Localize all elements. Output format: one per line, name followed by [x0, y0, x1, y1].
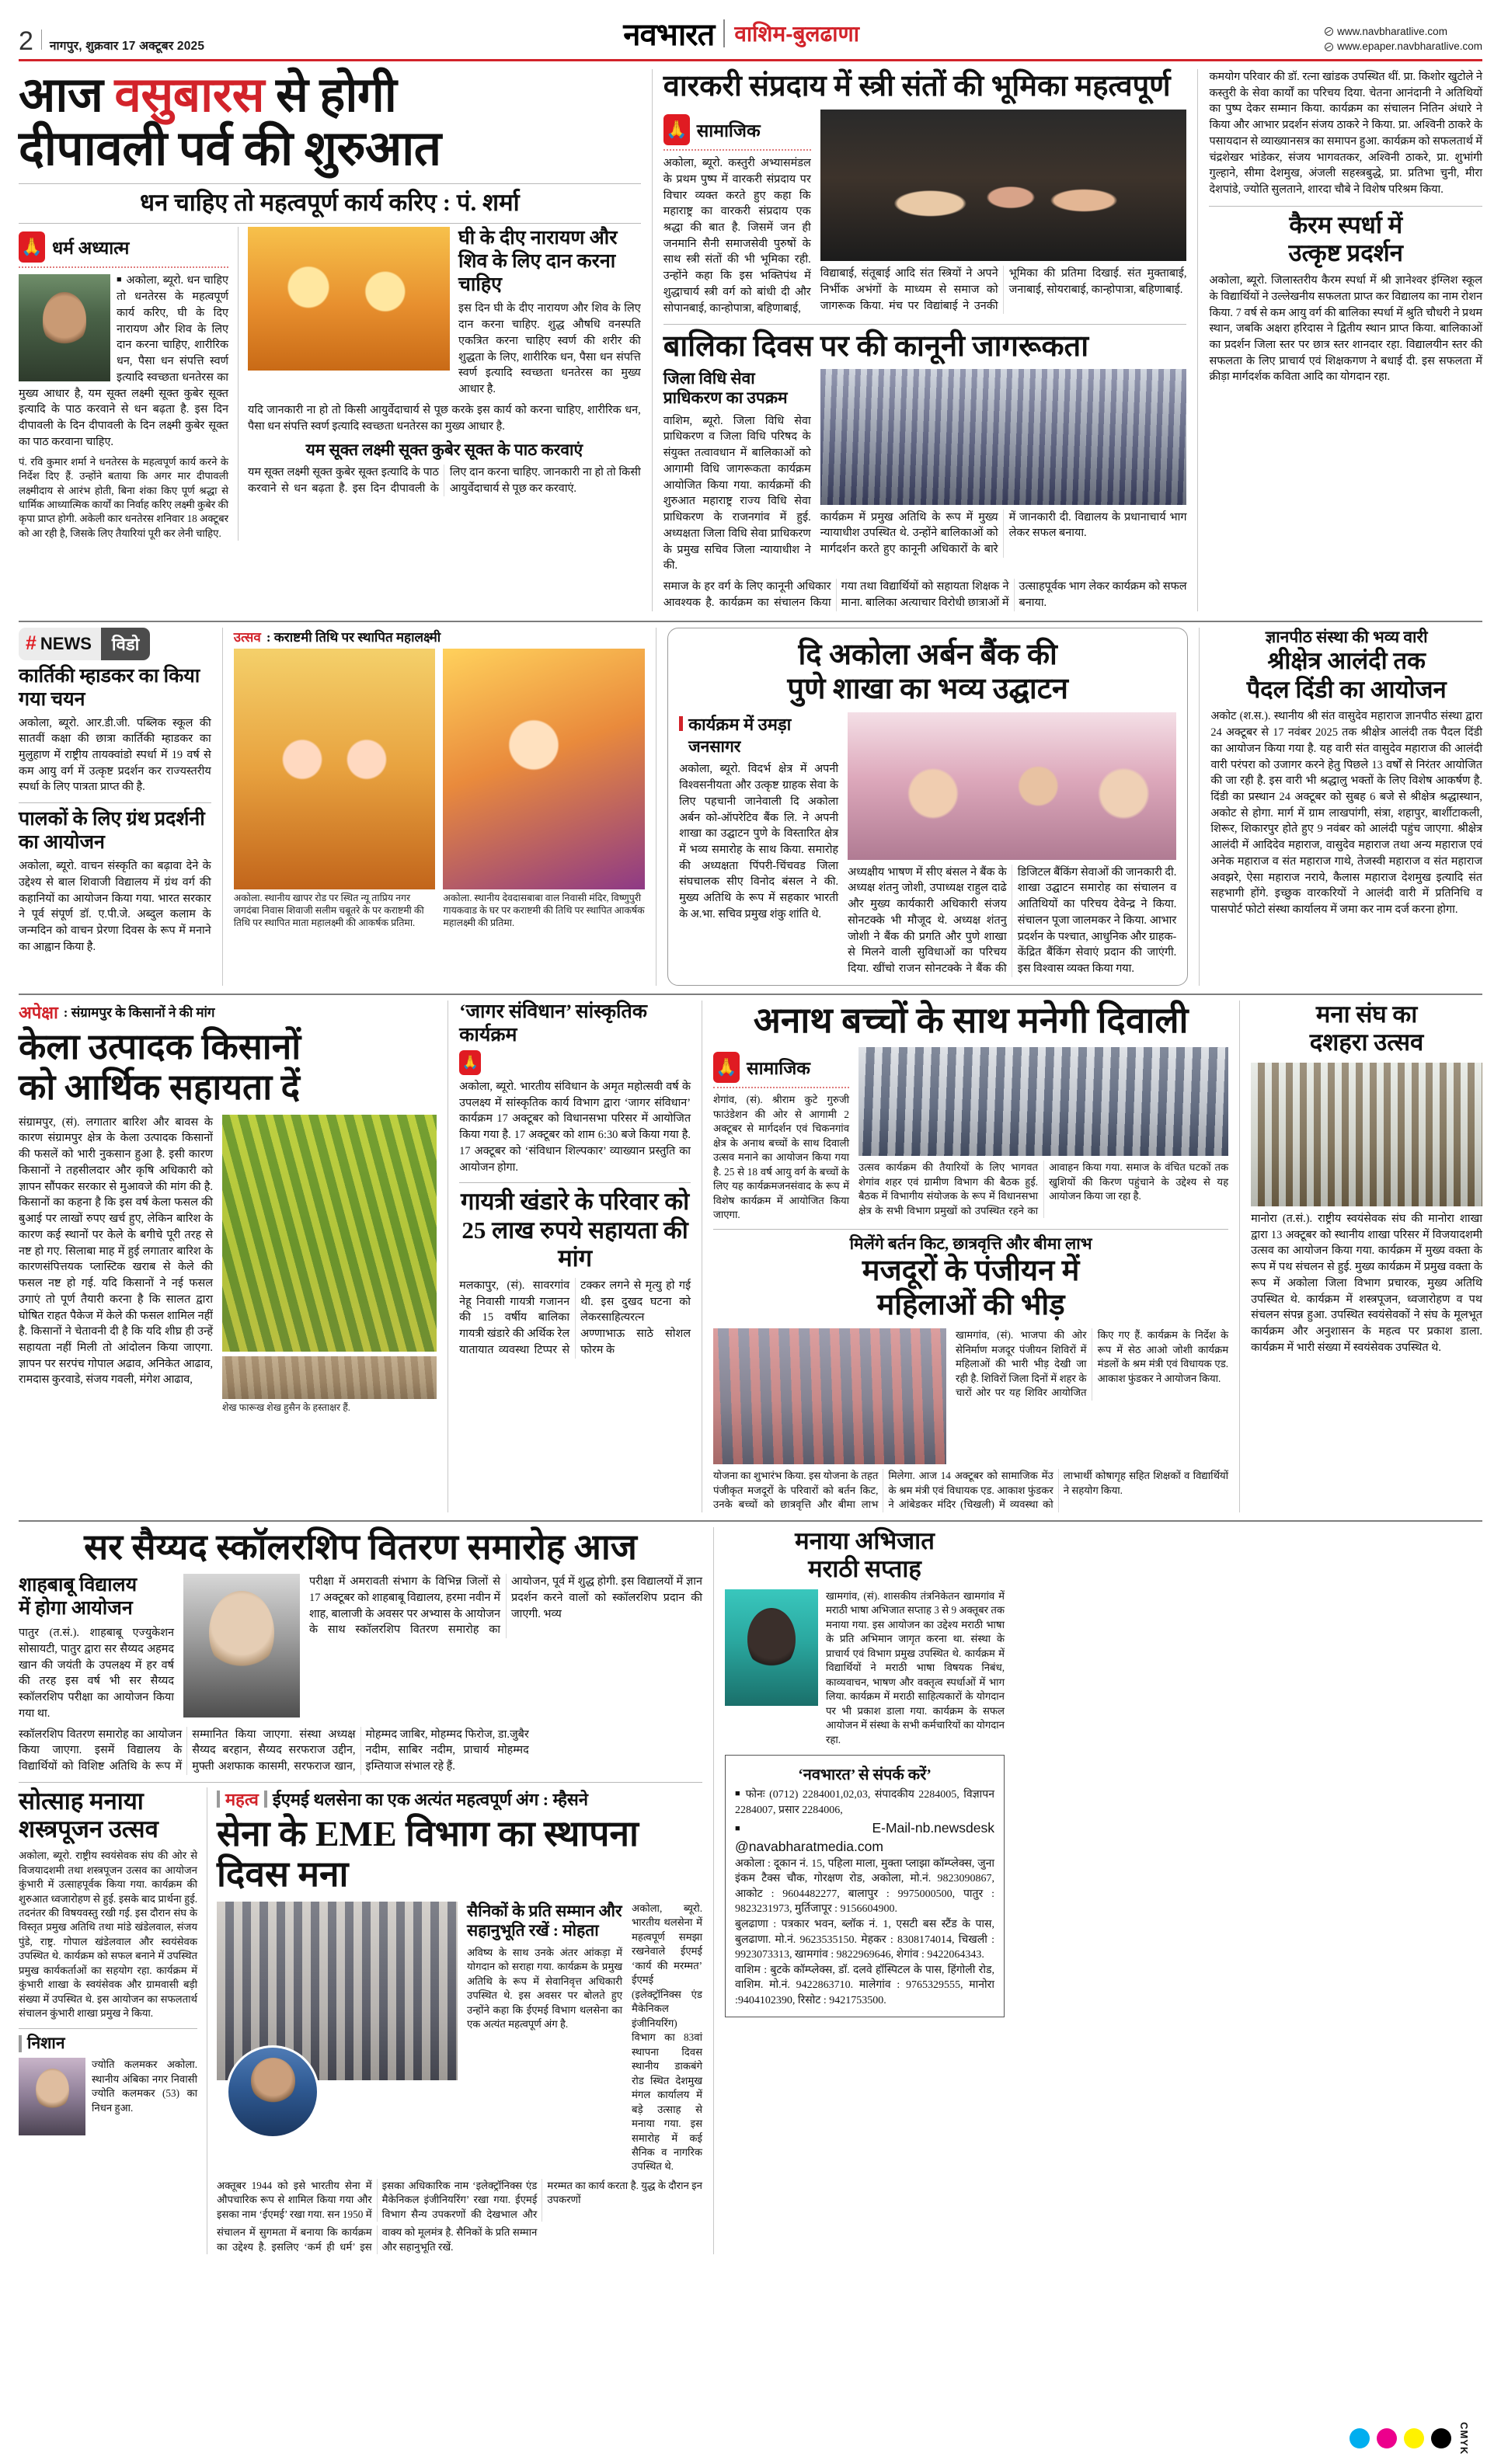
contact-email-domain: @navabharatmedia.com: [735, 1839, 883, 1855]
lead-left-sub: [19, 227, 228, 541]
eme-row: [217, 1902, 702, 2174]
mahalaxmi-photo-1: [234, 649, 436, 889]
section-badge-jagar: [459, 1050, 691, 1075]
eme-body-2: अविष्य के साथ उनके अंतर आंकड़ा में योगदान को सराहा गया. कार्यक्रम के प्रमुख अतिथि के रूप में सेवानिवृत्त अधिकारी उपस्थित थे. इस अवसर पर बोलते हुए उन्होंने कहा कि ईएमई विभाग थलसेना का एक अत्यंत महत्वपूर्ण अंग है.: [467, 1946, 622, 2031]
eme-inset-portrait: [226, 2045, 319, 2139]
warkari-body-2: विद्याबाई, संतूबाई आदि संत स्त्रियों ने अपने निर्भीक अभंगों के माध्यम से समाज को जागरूक किया. मंच पर विद्यांबाई ने उनकी भूमिका की प्रतिमा दिखाई. संत मुक्ताबाई, जनाबाई, सोयराबाई, कान्होपात्रा, बहिणाबाई.: [820, 267, 1187, 312]
grey-bar-icon: [19, 2035, 22, 2052]
urbanbank-headline-2: पुणे शाखा का भव्य उद्घाटन: [787, 672, 1069, 705]
brand-separator: [723, 19, 725, 47]
warkari-column: [663, 69, 1187, 611]
contact-title: ‘नवभारत’ से संपर्क करें’: [798, 1766, 932, 1784]
carrom-headline-2: उत्कृष्ट प्रदर्शन: [1288, 239, 1403, 267]
major-separator-1: [652, 69, 653, 611]
dasara-headline-2: दशहरा उत्सव: [1309, 1028, 1424, 1056]
masthead-red-rule: [19, 59, 1482, 61]
banana-farm-photo: [222, 1115, 437, 1352]
utsav-photo-block-1: [234, 649, 436, 930]
masthead-brand-block: [623, 12, 859, 54]
masthead-place-date: नागपुर, शुक्रवार 17 अक्टूबर 2025: [49, 40, 205, 53]
lead-img-headline: घी के दीए नारायण और शिव के लिए दान करना चाहिए: [458, 228, 618, 296]
palako-headline: पालकों के लिए ग्रंथ प्रदर्शनी का आयोजन: [19, 809, 205, 854]
lead-image-row: [248, 227, 641, 397]
abhijat-headline-1: मनाया अभिजात: [795, 1526, 935, 1554]
contact-box: [725, 1755, 1005, 2017]
balika-divider: [663, 324, 1187, 325]
urban-bank-box: [667, 628, 1188, 986]
grey-bar-icon: [217, 1791, 220, 1808]
mhadkar-body: अकोला, ब्यूरो. आर.डी.जी. पब्लिक स्कूल की सातवीं कक्षा की छात्रा कार्तिकी म्हाडकर का मुलुहाण में राष्ट्रीय तायक्वांडो स्पर्धा में 19 वर्ष से कम आयु वर्ग में उत्कृष्ट प्रदर्शन कर राज्यस्तरीय स्पर्धा के लिए पात्रता प्राप्त की है.: [19, 716, 211, 794]
lead-content-row: [19, 227, 641, 541]
balika-crowd-photo: [820, 369, 1187, 505]
band-four: [14, 1527, 1487, 2255]
eme-body-4: संचालन में सुगमता में बनाया कि कार्यक्रम का उद्देश्य है. इसलिए ‘कर्म ही धर्म’ इस वाक्य को मूलमंत्र है. सैनिकों के प्रति सम्मान और सहानुभूति रखें.: [217, 2226, 538, 2253]
urban-bank-column: [667, 628, 1188, 986]
shastra-eme-row: [19, 1787, 702, 2255]
grey-bar-icon: [264, 1791, 267, 1808]
urbanbank-headline-1: दि अकोला अर्बन बैंक की: [798, 638, 1057, 671]
contact-washim: वाशिम : बुटके कॉम्प्लेक्स, डॉ. दलवे हॉस्पिटल के पास, हिंगोली रोड, वाशिम. मो.नं. 9422863710. मालेगांव : 9765329555, मानोरा :9404102390, रिसोट : 9421753500.: [735, 1964, 994, 2007]
globe-icon: [1325, 27, 1333, 36]
pandit-photo: [19, 274, 110, 381]
news-video-column: [19, 628, 211, 986]
news-badge-left: [19, 628, 101, 660]
namaste-icon: 🙏: [663, 114, 690, 145]
anath-body-1: शेगांव, (सं). श्रीराम कुटे गुरुजी फाउंडेशन की ओर से आगामी 2 अक्टूबर से मार्गदर्शन एवं चिकनगांव क्षेत्र के अनाथ बच्चों के साथ दिवाली उत्सव मनाने का आयोजन किया गया है. 25 से 18 वर्ष आयु वर्ग के बच्चों के लिए यह कार्यक्रमजनसंवाद के रूप में विशेष कार्यक्रम में आयोजित किया जाएगा.: [713, 1094, 850, 1221]
warkari-row: [663, 110, 1187, 316]
eme-body-1: अकोला, ब्यूरो. भारतीय थलसेना में महत्वपूर्ण समझा रखनेवाले ईएमई ‘कार्य की मरम्मत’ ईएमई (इलेक्ट्रॉनिक्स एंड मैकेनिकल इंजीनियरिंग) विभाग का 83वां स्थापना दिवस स्थानीय डाकबंगे रोड स्थित देशमुख मंगल कार्यालय में बड़े उत्साह से मनाया गया. इस समारोह में कई सैनिक व नागरिक उपस्थित थे.: [632, 1902, 702, 2173]
utsav-kicker: [234, 628, 645, 646]
signature-photo: [222, 1356, 437, 1399]
urbanbank-body-1: अकोला, ब्यूरो. विदर्भ क्षेत्र में अपनी विश्वसनीयता और उत्कृष्ट ग्राहक सेवा के लिए पहचानी जानेवाली दि अकोला अर्बन को-ऑपरेटिव बैंक लि. ने अपनी शाखा का उद्घाटन पुणे के विस्तारित क्षेत्र में भव्य समारोह के साथ किया. समारोह की अध्यक्षता पिंपरी-चिंचवड जिला संघचालक सीए विनोद बंसल ने की. मुख्य अतिथि के रूप में सहकार भारती के अ.भा. सचिव प्रमुख शंकु शांति थे.: [679, 763, 839, 921]
lead-subhead: धन चाहिए तो महत्वपूर्ण कार्य करिए : पं. शर्मा: [140, 188, 520, 216]
sirsayyed-body-2: परीक्षा में अमरावती संभाग के विभिन्न जिलों से 17 अक्टूबर को शाहबाबू विद्यालय, हरमा नवीन में शाह, बालाजी के अवसर पर अभ्यास के आयोजन के साथ स्कॉलरशिप वितरण समारोह का आयोजन, पूर्व में शुद्ध होगी. इस विद्यालयों में ज्ञान प्रदर्शन करने वालों को स्कॉलरशिप प्रदान की जाएगी. भव्य: [309, 1575, 702, 1637]
red-bar-icon: [679, 716, 683, 731]
eme-headline: सेना के EME विभाग का स्थापना दिवस मना: [217, 1813, 639, 1895]
band-top: [14, 69, 1487, 611]
jagar-column: [459, 1001, 691, 1512]
hash-icon: #: [26, 632, 37, 655]
shastra-headline-2: शस्त्रपूजन उत्सव: [19, 1815, 158, 1843]
shastra-divider: [19, 1782, 702, 1783]
warkari-right: [820, 110, 1187, 316]
band2-sep-3: [1199, 628, 1200, 986]
page-number: 2: [19, 26, 33, 56]
band-two: [14, 628, 1487, 986]
section-badge-dharm: [19, 231, 228, 263]
balika-right: [820, 369, 1187, 575]
lead-image-text: [458, 227, 641, 397]
cmyk-registration: [1350, 2422, 1470, 2455]
news-video-badge[interactable]: [19, 628, 150, 660]
dindi-kicker: ज्ञानपीठ संस्था की भव्य वारी: [1265, 627, 1428, 646]
contact-email-label: E-Mail-nb.newsdesk: [872, 1819, 994, 1836]
contact-buldhana: बुलढाणा : पत्रकार भवन, ब्लॉक नं. 1, एसटी बस स्टैंड के पास, बुलढाणा. मो.नं. 9623535150. मेहकर : 8308174014, चिखली : 9923073313, खामगांव : 9822969646, शेगांव : 9422064343.: [735, 1919, 994, 1961]
contact-akola: अकोला : दूकान नं. 15, पहिला माला, मुक्ता प्लाझा कॉम्प्लेक्स, जुना इंकम टैक्स चौक, गोरक्षण रोड, अकोला, मो.नं. 9823090867, आकोट : 9604482277, बालापुर : 9975000500, पातुर : 9823231973, मुर्तिजापूर : 9156604900.: [735, 1857, 994, 1916]
anath-row: [713, 1047, 1228, 1222]
urbanbank-deck-text-1: कार्यक्रम में उमड़ा: [688, 714, 792, 734]
carrom-headline-1: कैरम स्पर्धा में: [1289, 211, 1403, 238]
kela-caption: शेख फारूख शेख हुसैन के हस्ताक्षर हैं.: [222, 1401, 350, 1413]
right-column-top: [1209, 69, 1482, 611]
masthead-left: [19, 28, 204, 54]
balika-body-2: कार्यक्रम में प्रमुख अतिथि के रूप में मुख्य न्यायाधीश उपस्थित थे. उन्होंने बालिकाओं को मार्गदर्शन करते हुए कानूनी अधिकारों के बारे में जानकारी दी. विद्यालय के प्रधानाचार्य भाग लेकर सफल बनाया.: [820, 510, 1187, 555]
sirsayyed-body-3: स्कॉलरशिप वितरण समारोह का आयोजन किया जाएगा. इसमें विद्यालय के विद्यार्थियों को विशिष्ट अतिथि के रूप में सम्मानित किया जाएगा. संस्था अध्यक्ष सैय्यद बरहान, सैय्यद सरफराज उद्दीन, मुफ्ती अशफाक कासमी, सरफराज खान, मोहम्मद जाबिर, मोहम्मद फिरोज, डा.जुबैर नदीम, साबिर नदीम, प्राचार्य मोहम्मद इम्तियाज संभाल रहे हैं.: [19, 1728, 529, 1773]
eme-deck-1: सैनिकों के प्रति सम्मान और: [467, 1901, 622, 1920]
masthead-urls: [1325, 24, 1482, 54]
majdoor-kicker: मिलेंगे बर्तन किट, छात्रवृत्ति और बीमा लाभ: [849, 1234, 1092, 1253]
urbanbank-left: [679, 712, 838, 977]
section-badge-samajik: [663, 114, 811, 145]
urbanbank-right: [848, 712, 1176, 977]
lead-rule-2: [19, 223, 641, 224]
eme-kicker-rest: ईएमई थलसेना का एक अत्यंत महत्वपूर्ण अंग : म्हैसने: [272, 1789, 588, 1809]
shastra-body: अकोला, ब्यूरो. राष्ट्रीय स्वयंसेवक संघ की ओर से विजयादशमी तथा शस्त्रपूजन उत्सव का आयोजन कुंभारी में उत्साहपूर्वक किया गया. कार्यक्रम की शुरुआत ध्वजारोहण से हुई. इसके बाद प्रार्थना हुई. तदनंतर की विषयवस्तु रखी गई. इस दौरान संघ के विस्तृत प्रमुख अतिथि तथा मांडे खंडेलवाल, संजय पुंडे, राष्ट्र. गोपाल खंडेलवाल और स्वयंसेवक उपस्थित थे. कार्यक्रम को सफल बनाने में उपस्थित प्रमुख कार्यकर्ताओं का सहयोग रहा. कार्यक्रम में कुंभारी शाखा के स्वयंसेवक और ग्रामवासी बड़ी संख्या में उपस्थित थे. इस आयोजन का सफलतार्थ संचालन कुंभारी शाखा प्रमुख ने किया.: [19, 1850, 197, 2020]
lead-photo-caption: पं. रवि कुमार शर्मा ने धनतेरस के महत्वपूर्ण कार्य करने के निर्देश दिए हैं. उन्होंने बताया कि अगर मार दीपावली लक्ष्मीदाय से आरंभ होती, बिना शंका किए पूर्ण श्रद्धा से धार्मिक आध्यात्मिक कार्यों का निर्वाह करिए लक्ष्मी कुबेर की कृपा प्राप्त होगी. अकेली कार धनतेरस शनिवार 18 अक्टूबर को आ रही है, जिसके लिए तैयारियां पूरी कर लेनी चाहिए.: [19, 455, 228, 539]
utsav-kicker-tag: उत्सव: [233, 629, 261, 645]
sirsayyed-left: [19, 1574, 174, 1721]
utsav-caption-1: अकोला. स्थानीय खापर रोड पर स्थित न्यू ताप्रिय नगर जगदंबा निवास शिवाजी सलीम चबूतरे के पर कराष्टमी की तिथि पर स्थापित माता महालक्ष्मी की आकर्षक प्रतिमा.: [233, 892, 424, 929]
column-separator: [238, 227, 239, 541]
majdoor-body-2: योजना का शुभारंभ किया. इस योजना के तहत पंजीकृत मजदूरों के परिवारों को बर्तन किट, उनके बच्चों को छात्रवृत्ति और बीमा लाभ मिलेगा. आज 14 अक्टूबर को सामाजिक मेंउ के श्रम मंत्री एवं विधायक एड. आकाश फुंडकर ने आंबेडकर मंदिर (चिखली) में व्यवस्था को लाभार्थी कोषागृह सहित शिक्षकों व विद्यार्थियों ने सहयोग किया.: [713, 1470, 1229, 1511]
eme-body-3: अक्तूबर 1944 को इसे भारतीय सेना में औपचारिक रूप से शामिल किया गया और इसका नाम ‘ईएमई’ रखा गया. सन 1950 में इसका अधिकारिक नाम ‘इलेक्ट्रॉनिक्स एंड मैकेनिकल इंजीनियरिंग’ रखा गया. ईएमई विभाग सैन्य उपकरणों की देखभाल और मरम्मत का कार्य करता है. युद्ध के दौरान इन उपकरणों: [217, 2179, 702, 2220]
urbanbank-deck-text-2: जनसागर: [688, 736, 741, 756]
eme-deck-block: [467, 1902, 622, 2174]
section-label: धर्म अध्यात्म: [52, 238, 130, 259]
majdoor-headline-1: मजदूरों के पंजीयन में: [862, 1255, 1080, 1288]
sirsayyed-deck-2: में होगा आयोजन: [19, 1598, 133, 1620]
gayatri-headline-1: गायत्री खंडारे के परिवार को: [461, 1188, 690, 1216]
yellow-dot: [1404, 2428, 1424, 2448]
balika-left: [663, 369, 811, 575]
lead-img-body: इस दिन घी के दीए नारायण और शिव के लिए दान करना चाहिए. शुद्ध औषधि वनस्पति एकत्रित करना चाहिए स्वर्ण की शरीर की शुद्धता के लिए, शारीरिक धन, पैसा धन संपत्ति स्वर्ण इत्यादि स्वच्छता धनतेरस का मुख्य आधार है.: [458, 302, 641, 396]
eme-kicker-tag: महत्व: [225, 1789, 259, 1809]
bank-inauguration-photo: [848, 712, 1176, 860]
band-divider-1: [19, 621, 1482, 622]
nishan-caption: ज्योति कलमकर अकोला. स्थानीय अंबिका नगर निवासी ज्योति कलमकर (53) का निधन हुआ.: [92, 2059, 197, 2114]
sir-sayyed-portrait: [183, 1574, 300, 1717]
anath-left: [713, 1047, 849, 1222]
balika-deck: जिला विधि सेवा प्राधिकरण का उपक्रम: [663, 368, 788, 408]
epaper-url: www.epaper.navbharatlive.com: [1337, 40, 1482, 53]
lead-right-sub: [248, 227, 641, 541]
website-url-row[interactable]: [1325, 24, 1482, 40]
band2-sep-1: [222, 628, 223, 986]
sirsayyed-headline: सर सैय्यद स्कॉलरशिप वितरण समारोह आज: [84, 1526, 637, 1567]
sirsayyed-row: [19, 1574, 702, 1721]
gayatri-headline-2: 25 लाख रुपये सहायता की मांग: [461, 1216, 688, 1272]
majdoor-text: [956, 1328, 1228, 1464]
balika-headline: बालिका दिवस पर की कानूनी जागरूकता: [663, 330, 1089, 364]
globe-icon: [1325, 43, 1333, 51]
anath-headline: अनाथ बच्चों के साथ मनेगी दिवाली: [753, 1000, 1189, 1040]
lead-mid-headline: यम सूक्त लक्ष्मी सूक्त कुबेर सूक्त के पाठ करवाएं: [305, 440, 583, 460]
warkari-left: [663, 110, 811, 316]
eme-kicker: [217, 1787, 702, 1811]
dindi-body: अकोट (श.स.). स्थानीय श्री संत वासुदेव महाराज ज्ञानपीठ संस्था द्वारा 24 अक्टूबर से 17 नवंबर 2025 तक श्रीक्षेत्र आलंदी तक पैदल दिंडी का आयोजन किया गया है. यह वारी संत वासुदेव महाराज की आलंदी वारी परंपरा को उजागर करने हेतु पिछले 13 वर्षों से निरंतर आयोजित की जा रही है. इस वारी भी श्रद्धालु भक्तों के लिए विशेष आकर्षण है. दिंडी का प्रस्थान 24 अक्टूबर को सुबह 6 बजे से श्रीक्षेत्र श्रद्धास्थान, अकोट से होगा. मार्ग में ग्राम लाखपांगी, संत्रा, शहापुर, बार्शीटाकली, शिरूर, शिकारपुर होते हुए 9 नवंबर को आलंदी पहुंच जाएगा. श्रीक्षेत्र आलंदी में आदिदेव महाराज, वासुदेव महाराज तथा अन्य महाराज एवं अनेक महाराज व संत महाराज गाथे, तेजस्वी महाराज व संत महाराज अवझरे, ऐसा महाराज नराये, कैलास महाराज देशमुख इत्यादि संत सहभागी होंगे. इच्छुक वारकरियों ने आलंदी वारी में प्रतिनिधि व पासपोर्ट फोटो संस्था कार्यालय में जमा कर नाम दर्ज करना होगा.: [1210, 710, 1482, 917]
majdoor-body-1: खामगांव, (सं). भाजपा की ओर सेनिर्माण मजदूर पंजीयन शिविरों में महिलाओं की भारी भीड़ देखी जा रही है. शिविरों जिला दिनों में शहर के चारों ओर पर यह शिविर आयोजित किए गए हैं. कार्यक्रम के निर्देश के रूप में सेठ आओ जोशी कार्यक्रम मंडलों के श्रम मंत्री एवं विधायक एड. आकाश फुंडकर ने आयोजन किया.: [956, 1329, 1229, 1399]
sirsayyed-body-1: पातुर (त.सं.). शाहबाबू एज्युकेशन सोसायटी, पातुर द्वारा सर सैय्यद अहमद खान की जयंती के उपलक्ष्य में हर वर्ष की तरह इस वर्ष भी सर सैय्यद स्कॉलरशिप परीक्षा का आयोजन किया गया था.: [19, 1627, 174, 1720]
nishan-row: [19, 2058, 197, 2135]
kela-kicker-tag: अपेक्षा: [19, 1002, 58, 1022]
anath-body-2: उत्सव कार्यक्रम की तैयारियों के लिए भागवत शेगांव शहर एवं ग्रामीण विभाग की बैठक हुई. बैठक में विभागीय संयोजक के रूप में विधानसभा क्षेत्र के सभी विभाग प्रमुखों को उपस्थित रहने का आवाहन किया गया. समाज के वंचित घटकों तक खुशियों की किरण पहुंचाने के उद्देश्य से यह आयोजन किया जा रहा है.: [858, 1161, 1229, 1216]
namaste-icon: 🙏: [19, 231, 45, 263]
kela-kicker-rest: : संग्रामपुर के किसानों ने की मांग: [63, 1005, 215, 1021]
section-label: सामाजिक: [747, 1059, 810, 1079]
gayatri-body-1: मलकापुर, (सं). सावरगांव नेहू निवासी गायत्री गजानन की 15 वर्षीय बालिका गायत्री खंडारे की अर्थिक रेल यातायात व्यवस्था टिप्पर से टक्कर लगने से मृत्यु हो गई थी. इस दुखद घटना को लेकरसाहित्यरत्न अण्णाभाऊ साठे सोशल फोरम के: [459, 1279, 691, 1356]
eme-column: [217, 1787, 702, 2255]
kela-headline-2: को आर्थिक सहायता दें: [19, 1067, 301, 1108]
mhadkar-headline: कार्तिकी म्हाडकर का किया गया चयन: [19, 665, 200, 710]
sirsayyed-text: [309, 1574, 702, 1721]
utsav-photo-block-2: [443, 649, 645, 930]
lead-story-column: [19, 69, 641, 611]
edition-name: वाशिम-बुलढाणा: [734, 21, 860, 46]
band-three: [14, 1001, 1487, 1512]
lead-headline-part2: से होगी: [264, 69, 397, 122]
shastra-headline-1: सोत्साह मनाया: [19, 1787, 144, 1815]
kela-row: [19, 1115, 437, 1414]
obituary-portrait: [19, 2058, 85, 2135]
sirsayyed-deck-1: शाहबाबू विद्यालय: [19, 1575, 138, 1596]
kela-photo-block: [222, 1115, 437, 1414]
urbanbank-row: [679, 712, 1176, 977]
palako-body: अकोला, ब्यूरो. वाचन संस्कृति का बढ़ावा देने के उद्देश्य से बाल शिवाजी विद्यालय में ग्रंथ वर्ग की कहानियों का आयोजन किया गया. भारत सरकार ने पूर्व संपूर्ण डॉ. ए.पी.जे. अब्दुल कलाम के जन्मदिन को वाचन प्रेरणा दिवस के रूप में मनाने का आह्वान किया है.: [19, 860, 211, 953]
eme-deck-2: सहानुभूति रखें : मोहता: [467, 1921, 599, 1940]
section-label: सामाजिक: [696, 121, 761, 141]
utsav-column: [234, 628, 645, 986]
kela-body: संग्रामपुर, (सं). लगातार बारिश और बावस के कारण संग्रामपुर क्षेत्र के केला उत्पादक किसानों की फसलें को भारी नुकसान हुआ है. इसी कारण किसानों ने तहसीलदार और कृषि अधिकारी को ज्ञापन सौंपकर सरकार से मुआवजे की मांग की है. किसानों का कहना है कि इस वर्ष केला फसल की बुआई पर लाखों रुपए खर्च हुए, लेकिन बारिश के कारण कई स्थानों पर केले के बगीचे पूरी तरह से नष्ट हो गए. सिलाबा माह में हुई लगातार बारिश के कारणसंपित्तयक प्लास्टिक खराब से केले की फसल नष्ट हो गई. यदि किसानों ने नई फसल उगाएं तो पूर्ण तैयारी करना है कि सालत द्वारा घोषित राहत पैकेज में केले की फसल शामिल नहीं है. किसानों ने चेतावनी दी है कि यदि शीघ्र ही उन्हें सहायता नहीं मिली तो आंदोलन किया जाएगा. ज्ञापन पर सरपंच गोपाल अढाव, अनिकेत आढाव, रामदास कुरवाडे, संजय गवली, मंगेश आढाव,: [19, 1115, 213, 1387]
anath-right: [858, 1047, 1228, 1222]
lead-body-left: ■ अकोला, ब्यूरो. धन चाहिए तो धनतेरस के महत्वपूर्ण कार्य करिए, घी के दिए नारायण और शिव के लिए दान करना चाहिए, शारीरिक धन, पैसा धन संपत्ति स्वर्ण इत्यादि स्वच्छता धनतेरस का मुख्य आधार है, यम सूक्त लक्ष्मी सूक्त कुबेर सूक्त इत्यादि के पाठ करवाने से धन बढ़ता है. इस दिन दीपावली के दिन दीपावली के दिन लक्ष्मी कुबेर सूक्त का पाठ करवाना चाहिए.: [19, 273, 228, 450]
kela-kicker: [19, 1001, 437, 1024]
lead-headline-line2: दीपावली पर्व की शुरुआत: [19, 123, 441, 176]
epaper-url-row[interactable]: [1325, 39, 1482, 54]
dasara-headline-1: मना संघ का: [1315, 1000, 1418, 1028]
nishan-label-row: [19, 2034, 197, 2054]
section-badge-anath: [713, 1052, 849, 1083]
section-dotted-rule: [663, 149, 811, 151]
women-queue-photo: [713, 1328, 946, 1464]
gayatri-divider: [459, 1182, 691, 1183]
warkari-stage-photo: [820, 110, 1187, 261]
section-dotted-rule: [713, 1087, 849, 1088]
contact-email-row[interactable]: [735, 1818, 994, 1857]
balika-body-1: वाशिम, ब्यूरो. जिला विधि सेवा प्राधिकरण व जिला विधि परिषद के संयुक्त तत्वावधान में बालिकाओं को आगामी विधि जागरूकता कार्यक्रम आयोजित किया गया. कार्यक्रमों की शुरुआत महाराष्ट्र राज्य विधि सेवा प्राधिकरण के राजनगांव में हुई. अध्यक्षता जिला विधि सेवा प्राधिकरण के प्रमुख सचिव जिला न्यायाधीश ने की.: [663, 414, 811, 572]
balika-row: [663, 369, 1187, 575]
sirsayyed-photo-block: [183, 1574, 300, 1721]
jagar-headline: ‘जागर संविधान’ सांस्कृतिक कार्यक्रम: [459, 1001, 647, 1046]
majdoor-divider: [713, 1229, 1228, 1230]
contact-phone: ■ फोनः (0712) 2284001,02,03, संपादकीय 2284005, विज्ञापन 2284007, प्रसार 2284006,: [735, 1787, 994, 1818]
shastra-column: [19, 1787, 197, 2255]
nishan-label: निशान: [27, 2033, 65, 2052]
news-badge-text: NEWS: [40, 633, 92, 653]
palako-divider: [19, 802, 211, 803]
mahalaxmi-photo-2: [443, 649, 645, 889]
utsav-caption-2: अकोला. स्थानीय देवदासबाबा वाल निवासी मंदिर, विष्णुपुरी गायकवाड के घर पर कराष्टमी की तिथि पर स्थापित आकर्षक महालक्ष्मी की प्रतिमा.: [443, 892, 645, 929]
carrom-body: अकोला, ब्यूरो. जिलास्तरीय कैरम स्पर्धा में श्री ज्ञानेश्वर इंग्लिश स्कूल के विद्यार्थियों ने उल्लेखनीय सफलता प्राप्त कर विद्यालय का नाम रोशन किया. 7 वर्ष से कम आयु वर्ग की बालिका स्पर्धा में श्रुति चौधरी ने प्रथम स्थान, जबकि अक्षरा हरिदास ने द्वितीय स्थान प्राप्त किया. बालिकाओं का प्रदर्शन जिला स्तर पर छात्र स्तर शानदार रहा. विद्यालयीन स्तर की सफलता के लिए प्राचार्य एवं शिक्षकगण ने बधाई दी. इस सफलता में क्रीड़ा मार्गदर्शक कविता आदि का योगदान रहा.: [1209, 274, 1482, 384]
cmyk-label: CMYK: [1458, 2421, 1470, 2455]
majdoor-photo-block: [713, 1328, 946, 1464]
majdoor-row: [713, 1328, 1228, 1464]
abhijat-row: [725, 1589, 1005, 1747]
jagar-body: अकोला, ब्यूरो. भारतीय संविधान के अमृत महोत्सवी वर्ष के उपलक्ष्य में सांस्कृतिक कार्य विभाग द्वारा ‘जागर संविधान’ कार्यक्रम 17 अक्टूबर को विधानसभा परिसर में आयोजित किया गया है. 17 अक्टूबर को शाम 6:30 बजे किया गया है. 17 अक्टूबर को ‘संविधान शिल्पकार’ व्याख्यान प्रस्तुति का आयोजन होगा.: [459, 1080, 691, 1174]
masthead-divider: [41, 30, 42, 50]
band-divider-2: [19, 994, 1482, 995]
abhijat-contact-column: [725, 1527, 1005, 2255]
magenta-dot: [1377, 2428, 1397, 2448]
dindi-headline-1: श्रीक्षेत्र आलंदी तक: [1267, 647, 1426, 675]
dindi-column: [1210, 628, 1482, 986]
band3-sep-3: [1239, 1001, 1240, 1512]
carrom-divider: [1209, 206, 1482, 207]
abhijat-body: खामगांव, (सं). शासकीय तंत्रनिकेतन खामगांव में मराठी भाषा अभिजात सप्ताह 3 से 9 अक्तूबर तक मनाया गया. इस आयोजन का उद्देश्य मराठी भाषा के प्रति अभिमान जागृत करना था. संस्था के प्राचार्य एवं विभाग प्रमुख उपस्थित थे. कार्यक्रम में विद्यार्थियों ने मराठी भाषा विषयक निबंध, काव्यवाचन, भाषण और वक्तृत्व स्पर्धाओं में भाग लिया. कार्यक्रम में मराठी साहित्यकारों के योगदान पर भी प्रकाश डाला गया. कार्यक्रम के सफल आयोजन में संस्था के सभी कर्मचारियों का योगदान रहा.: [826, 1590, 1005, 1745]
anath-column: [713, 1001, 1228, 1512]
warkari-body-3: कमयोग परिवार की डॉ. रत्ना खांडक उपस्थित थीं. प्रा. किशोर खुटोले ने कस्तुरी के सेवा कार्यों का परिचय दिया. चेतना आनंदानी ने अतिथियों का पुष्प देकर सम्मान किया. कार्यक्रम का संचालन नितिन अंधारे ने किया और आभार प्रदर्शन संजय ठाकरे ने किया. प्रा. अश्विनी ठाकरे के पसायदान से व्याख्यानसत्र का समापन हुआ. कार्यक्रम को सफलतार्थ में चंद्रशेखर भांडेकर, संजय भागवतकर, अश्विनी ठाकरे, प्रा. शुभांगी गुल्हाने, सीमा देशमुख, अंजली सहस्त्रबुद्धे, प्रा. प्रतिभा चुनी, मीरा देशपांडे, ज्योति सुलताने, शारदा चौबे ने विशेष परिश्रम किया.: [1209, 71, 1482, 197]
lead-headline-line1: [19, 69, 641, 123]
video-badge: विडो: [101, 628, 150, 660]
brand-title: नवभारत: [623, 18, 715, 52]
laxmi-image: [248, 227, 450, 371]
section-dotted-rule: [19, 266, 228, 268]
namaste-icon: 🙏: [713, 1052, 740, 1083]
lead-rule: [19, 183, 641, 184]
dasara-column: [1251, 1001, 1482, 1512]
urbanbank-body-2: अध्यक्षीय भाषण में सीए बंसल ने बैंक के अध्यक्ष शंतनु जोशी, उपाध्यक्ष राहुल दाढे और मुख्य कार्यकारी अधिकारी संजय सोनटक्के भी मौजूद थे. अध्यक्ष शंतनु जोशी ने बैंक की प्रगति और पुणे शाखा से मिलने वाली सुविधाओं का परिचय दिया. खींचो राजन सोनटक्के ने बैंक की डिजिटल बैंकिंग सेवाओं की जानकारी दी. शाखा उद्घाटन समारोह का संचालन व आतिथियों का परिचय देवेन्द्र ने किया. संचालन पूजा जालमकर ने किया. आभार प्रदर्शन के पश्चात, आधुनिक और ग्राहक-केंद्रित बैंकिंग सेवाएं प्रदान की जाएंगी. इस विश्वास व्यक्त किया गया.: [848, 865, 1177, 976]
namaste-icon: 🙏: [459, 1050, 481, 1075]
abhijat-portrait: [725, 1589, 818, 1706]
kela-column: [19, 1001, 437, 1512]
lead-headline-part1: आज: [19, 69, 115, 122]
rss-assembly-photo: [1251, 1063, 1482, 1206]
urbanbank-deck: [679, 712, 838, 736]
sirsayyed-column: [19, 1527, 702, 2255]
warkari-headline: वारकरी संप्रदाय में स्त्री संतों की भूमिका महत्वपूर्ण: [663, 70, 1171, 103]
meeting-photo: [858, 1047, 1228, 1156]
masthead: [14, 0, 1487, 57]
lead-bottom-note: यदि जानकारी ना हो तो किसी आयुर्वेदाचार्य से पूछ करके इस कार्य को करना चाहिए, शारीरिक धन, पैसा धन संपत्ति स्वर्ण इत्यादि स्वच्छता धनतेरस का मुख्य आधार है.: [248, 403, 641, 433]
dasara-body: मानोरा (त.सं.). राष्ट्रीय स्वयंसेवक संघ की मानोरा शाखा द्वारा 13 अक्टूबर को स्थानीय शाखा परिसर में विजयादशमी उत्सव का आयोजन किया गया. कार्यक्रम में मुख्य वक्ता के रूप में पथ संचलन से हुई. मुख्य कार्यक्रम में प्रमुख वक्ता के रूप में अकोला जिला विभाग प्रचारक, मुख्य अतिथि उपस्थित थे. कार्यक्रम में शस्त्रपूजन, ध्वजारोहण व पथ संचलन संपन्न हुआ. उपस्थित स्वयंसेवकों ने संघ के मूलभूत कार्यक्रम और अनुशासन के महत्व पर प्रकाश डाला. कार्यक्रम में भारी संख्या में स्वयंसेवक उपस्थित थे.: [1251, 1212, 1482, 1354]
utsav-kicker-rest: : कराष्टमी तिथि पर स्थापित महालक्ष्मी: [266, 629, 441, 645]
abhijat-headline-2: मराठी सप्ताह: [808, 1555, 921, 1583]
major-separator-2: [1197, 69, 1198, 611]
nishan-divider: [19, 2028, 197, 2029]
kela-headline-1: केला उत्पादक किसानों: [19, 1026, 301, 1067]
eme-body-block: [632, 1902, 702, 2174]
band4-sep: [713, 1527, 714, 2255]
cyan-dot: [1350, 2428, 1370, 2448]
black-dot: [1431, 2428, 1451, 2448]
majdoor-headline-2: महिलाओं की भीड़: [876, 1289, 1065, 1322]
eme-photo-block: [217, 1902, 458, 2174]
balika-body-3: समाज के हर वर्ग के लिए कानूनी अधिकार आवश्यक है. कार्यक्रम का संचालन किया गया तथा विद्यार्थियों को सहायता शिक्षक ने माना. बालिका अत्याचार विरोधी छात्राओं में उत्साहपूर्वक भाग लेकर कार्यक्रम को सफल बनाया.: [663, 580, 1187, 609]
lead-headline-highlight: वसुबारस: [114, 69, 264, 122]
dindi-headline-2: पैदल दिंडी का आयोजन: [1246, 675, 1447, 703]
website-url: www.navbharatlive.com: [1337, 25, 1447, 37]
warkari-body-1: अकोला, ब्यूरो. कस्तुरी अभ्यासमंडल के प्रथम पुष्प में वारकरी संप्रदाय पर विचार व्यक्त करते हुए कहा कि महाराष्ट्र का वारकरी संप्रदाय एक श्रद्धा की बात है. जिसमें जन ही जनमानि सैनी समाजसेवी पुरुषों के साथ स्त्री संतों की भी भूमिका रही. उन्होंने कहा कि इस भक्तिपंथ में शुद्धाचार्य स्त्री वर्ग को बांधी दी और सोपानबाई, कान्होपात्रा, बहिणाबाई,: [663, 157, 811, 315]
kela-text: [19, 1115, 213, 1414]
utsav-photos: [234, 649, 645, 930]
lead-mid-body: यम सूक्त लक्ष्मी सूक्त कुबेर सूक्त इत्यादि के पाठ करवाने से धन बढ़ता है. इस दिन दीपावली के लिए दान करना चाहिए. जानकारी ना हो तो किसी आयुर्वेदाचार्य से पूछ कर करवाएं.: [248, 465, 641, 495]
band-divider-3: [19, 1520, 1482, 1522]
